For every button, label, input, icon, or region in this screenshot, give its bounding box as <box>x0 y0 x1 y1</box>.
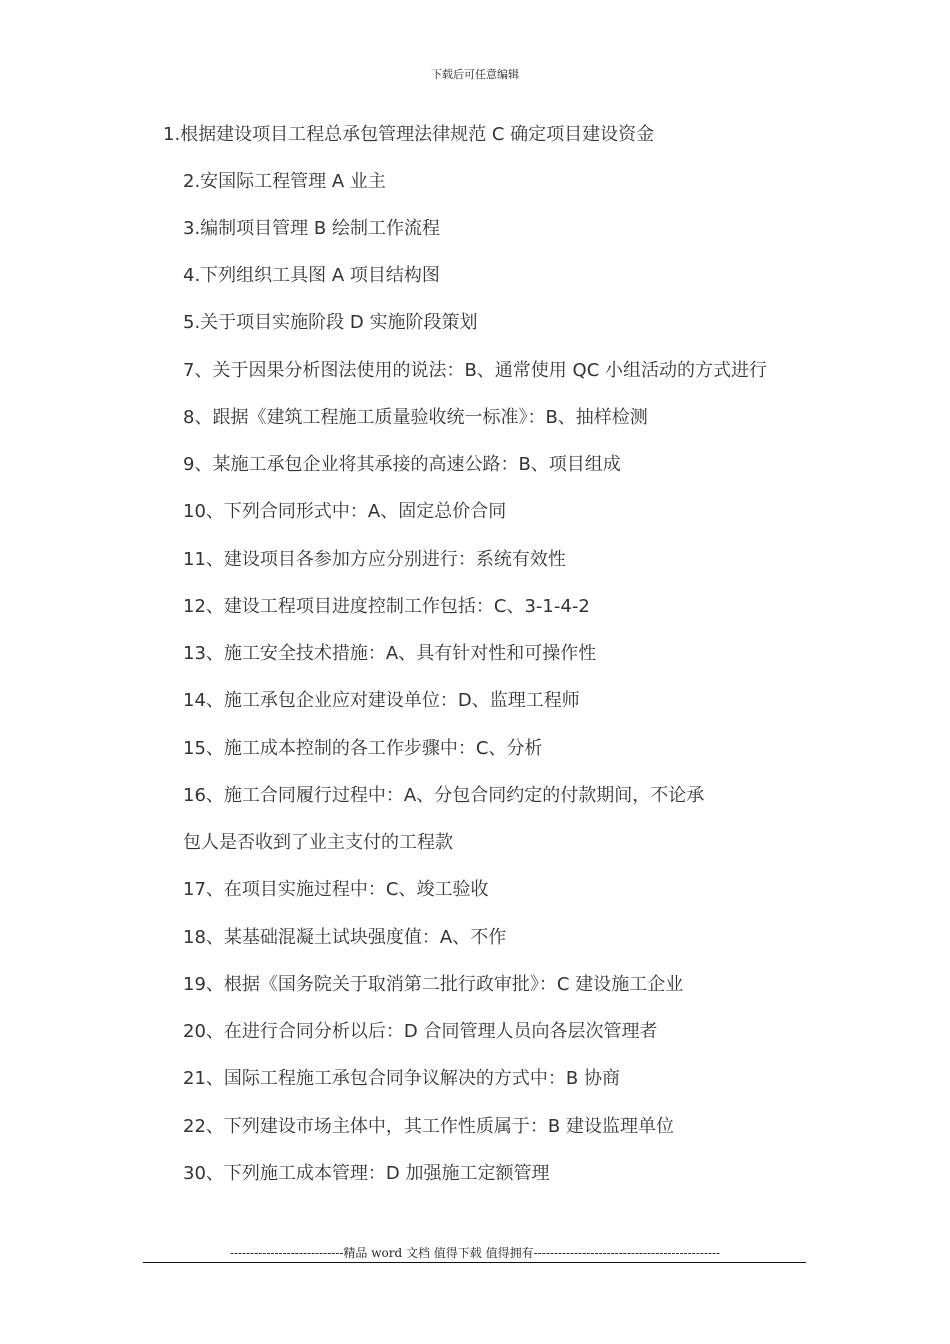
list-item: 11、建设项目各参加方应分别进行：系统有效性 <box>183 549 566 570</box>
list-item: 15、施工成本控制的各工作步骤中：C、分析 <box>183 738 543 759</box>
list-item: 8、跟据《建筑工程施工质量验收统一标准》：B、抽样检测 <box>183 407 648 428</box>
list-item: 5.关于项目实施阶段 D 实施阶段策划 <box>183 312 478 333</box>
page-footer-note: ----------------------------精品 word 文档 值得下载 值得拥有---------------------------------------------- <box>229 1246 721 1260</box>
list-item: 3.编制项目管理 B 绘制工作流程 <box>183 218 440 239</box>
list-item: 12、建设工程项目进度控制工作包括：C、3-1-4-2 <box>183 596 590 617</box>
list-item: 2.安国际工程管理 A 业主 <box>183 171 386 192</box>
list-item: 17、在项目实施过程中：C、竣工验收 <box>183 879 489 900</box>
list-item: 4.下列组织工具图 A 项目结构图 <box>183 265 440 286</box>
list-item: 20、在进行合同分析以后：D 合同管理人员向各层次管理者 <box>183 1021 658 1042</box>
list-item: 13、施工安全技术措施：A、具有针对性和可操作性 <box>183 643 597 664</box>
list-item: 9、某施工承包企业将其承接的高速公路：B、项目组成 <box>183 454 621 475</box>
list-item: 22、下列建设市场主体中，其工作性质属于：B 建设监理单位 <box>183 1116 674 1137</box>
list-item-continuation: 包人是否收到了业主支付的工程款 <box>183 832 453 853</box>
list-item: 21、国际工程施工承包合同争议解决的方式中：B 协商 <box>183 1068 620 1089</box>
list-item: 30、下列施工成本管理：D 加强施工定额管理 <box>183 1163 550 1184</box>
list-item: 19、根据《国务院关于取消第二批行政审批》：C 建设施工企业 <box>183 974 684 995</box>
list-item: 14、施工承包企业应对建设单位：D、监理工程师 <box>183 690 580 711</box>
list-item: 10、下列合同形式中：A、固定总价合同 <box>183 501 507 522</box>
footer-divider <box>143 1262 806 1263</box>
list-item: 16、施工合同履行过程中：A、分包合同约定的付款期间，不论承 <box>183 785 705 806</box>
list-item: 7、关于因果分析图法使用的说法：B、通常使用 QC 小组活动的方式进行 <box>183 360 767 381</box>
page-header-note: 下载后可任意编辑 <box>431 68 519 81</box>
list-item: 1.根据建设项目工程总承包管理法律规范 C 确定项目建设资金 <box>163 124 655 145</box>
list-item: 18、某基础混凝土试块强度值：A、不作 <box>183 927 507 948</box>
